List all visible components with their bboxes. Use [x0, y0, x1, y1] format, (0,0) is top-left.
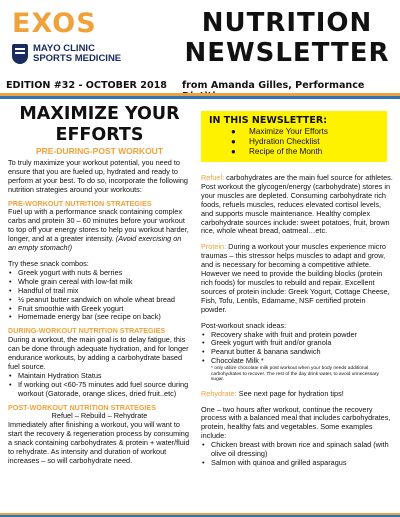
subheadline: PRE-DURING-POST WORKOUT	[35, 146, 164, 156]
right-column	[201, 174, 393, 468]
post-snack-list	[201, 331, 393, 367]
post-workout-paragraph: Immediately after finishing a workout, you will want to start the recovery & regeneration process by consuming a snack containing carbohydrates & protein + water/fluid to rehydrate. As intensity and duration of workout increases – so will carbohydrate need.	[8, 420, 190, 465]
in-this-newsletter-box	[201, 111, 387, 162]
mayo-shield-icon	[12, 44, 28, 64]
chocolate-milk-note: * only utilize chocolate milk post workout when your body needs additional carbohydrates to recover. The rest of the day drink water, to avoid unnecessary sugar.	[211, 366, 379, 383]
headline: MAXIMIZE YOUR EFFORTS	[19, 104, 180, 145]
rehydrate-paragraph: Rehydrate: See next page for hydration tips!	[201, 388, 344, 398]
snack-list	[8, 269, 191, 322]
partner-line1: MAYO CLINIC	[33, 43, 95, 54]
protein-paragraph: Protein: During a workout your muscles experience micro traumas – this stressor helps muscles to adapt and grow, and is necessary for becoming a competitive athlete. However we need to provide the building blocks (protein rich foods) for muscles to rebuild and repair. Excellent sources of protein include: Greek Yogurt, Cottage Cheese, Fish, Tofu, Lentils, Edamame, NSF certified protein powder.	[201, 242, 390, 314]
list-item: • Chicken breast with brown rice and spinach salad (with olive oil dressing)	[201, 441, 393, 459]
mayo-clinic-logo	[12, 44, 121, 64]
newsletter-title	[182, 8, 392, 68]
list-item: • Homemade energy bar (see recipe on back)	[8, 313, 191, 322]
box-title: IN THIS NEWSLETTER:	[209, 115, 327, 126]
refuel-paragraph: Refuel: carbohydrates are the main fuel source for athletes. Post workout the glycogen/energy (carbohydrate) stores in your muscles are depleted. Consuming carbohydrate rich foods, refuels muscles, reduces elevated cortisol levels, and supports muscle maintenance. Healthy complex carbohydrate sources include: sweet potatoes, fruit, brown rice, whole wheat bread, oatmeal…etc.	[201, 173, 393, 236]
divider-blue	[0, 96, 400, 99]
meal-list	[201, 441, 393, 468]
contents-item: ● Hydration Checklist	[209, 137, 379, 147]
pre-workout-title: PRE-WORKOUT NUTRITION STRATEGIES	[8, 198, 152, 208]
list-item: • Peanut butter & banana sandwich	[201, 348, 393, 357]
list-item: • Fruit smoothie with Greek yogurt	[8, 305, 191, 314]
left-column	[8, 104, 191, 466]
list-item: • Maintain Hydration Status	[8, 372, 191, 381]
meal-paragraph: One – two hours after workout, continue the recovery process with a balanced meal that includes carbohydrates, protein, healthy fats and vegetables. Some examples include:	[201, 404, 391, 441]
during-workout-title: DURING-WORKOUT NUTRITION STRATEGIES	[8, 326, 166, 336]
list-item: • Salmon with quinoa and grilled asparagus	[201, 459, 393, 468]
during-list	[8, 372, 191, 399]
list-item: • Greek yogurt with fruit and/or granola	[201, 339, 393, 348]
list-item: • Recovery shake with fruit and protein powder	[201, 331, 393, 340]
post-workout-subtitle: Refuel – Rebuild – Rehydrate	[51, 411, 148, 421]
edition-label: EDITION #32 - OCTOBER 2018	[6, 80, 167, 91]
contents-item: ● Maximize Your Efforts	[209, 127, 379, 137]
author-label: from Amanda Gilles, Performance	[182, 80, 365, 91]
pre-workout-paragraph: Fuel up with a performance snack containing complex carbs and protein 30 – 60 minutes before your workout to top off your energy stores to help you workout harder, longer, and at a greater intensity. (Avoid exercising on an empty stomach!)	[8, 207, 189, 253]
intro-paragraph: To truly maximize your workout potential, you need to ensure that you are fueled up, hydrated and ready to perform at your best. To do so, incorporate the following nutrition strategies around your workouts:	[8, 157, 188, 194]
list-item: • ½ peanut butter sandwich on whole wheat bread	[8, 296, 191, 305]
snacks-intro: Try these snack combos:	[8, 258, 89, 268]
list-item: • Chocolate Milk *	[201, 357, 393, 366]
contents-list	[209, 127, 379, 157]
post-snack-intro: Post-workout snack ideas:	[201, 320, 287, 330]
list-item: • If working out <60-75 minutes add fuel source during workout (Gatorade, orange slices, dried fruit..etc)	[8, 381, 191, 399]
partner-line2: SPORTS MEDICINE	[33, 53, 122, 64]
post-workout-title: POST-WORKOUT NUTRITION STRATEGIES	[8, 402, 157, 412]
during-workout-paragraph: During a workout, the main goal is to delay fatigue, this can be done through adequate hydration, and for longer endurance workouts, by adding a carbohydrate based fuel source.	[8, 335, 189, 371]
list-item: • Handful of trail mix	[8, 287, 191, 296]
title-line1: NUTRITION	[201, 8, 373, 38]
list-item: • Whole grain cereal with low-fat milk	[8, 278, 191, 287]
exos-logo: EXOS	[12, 8, 97, 39]
title-line2: NEWSLETTER	[184, 38, 390, 68]
list-item: • Greek yogurt with nuts & berries	[8, 269, 191, 278]
contents-item: ● Recipe of the Month	[209, 147, 379, 157]
